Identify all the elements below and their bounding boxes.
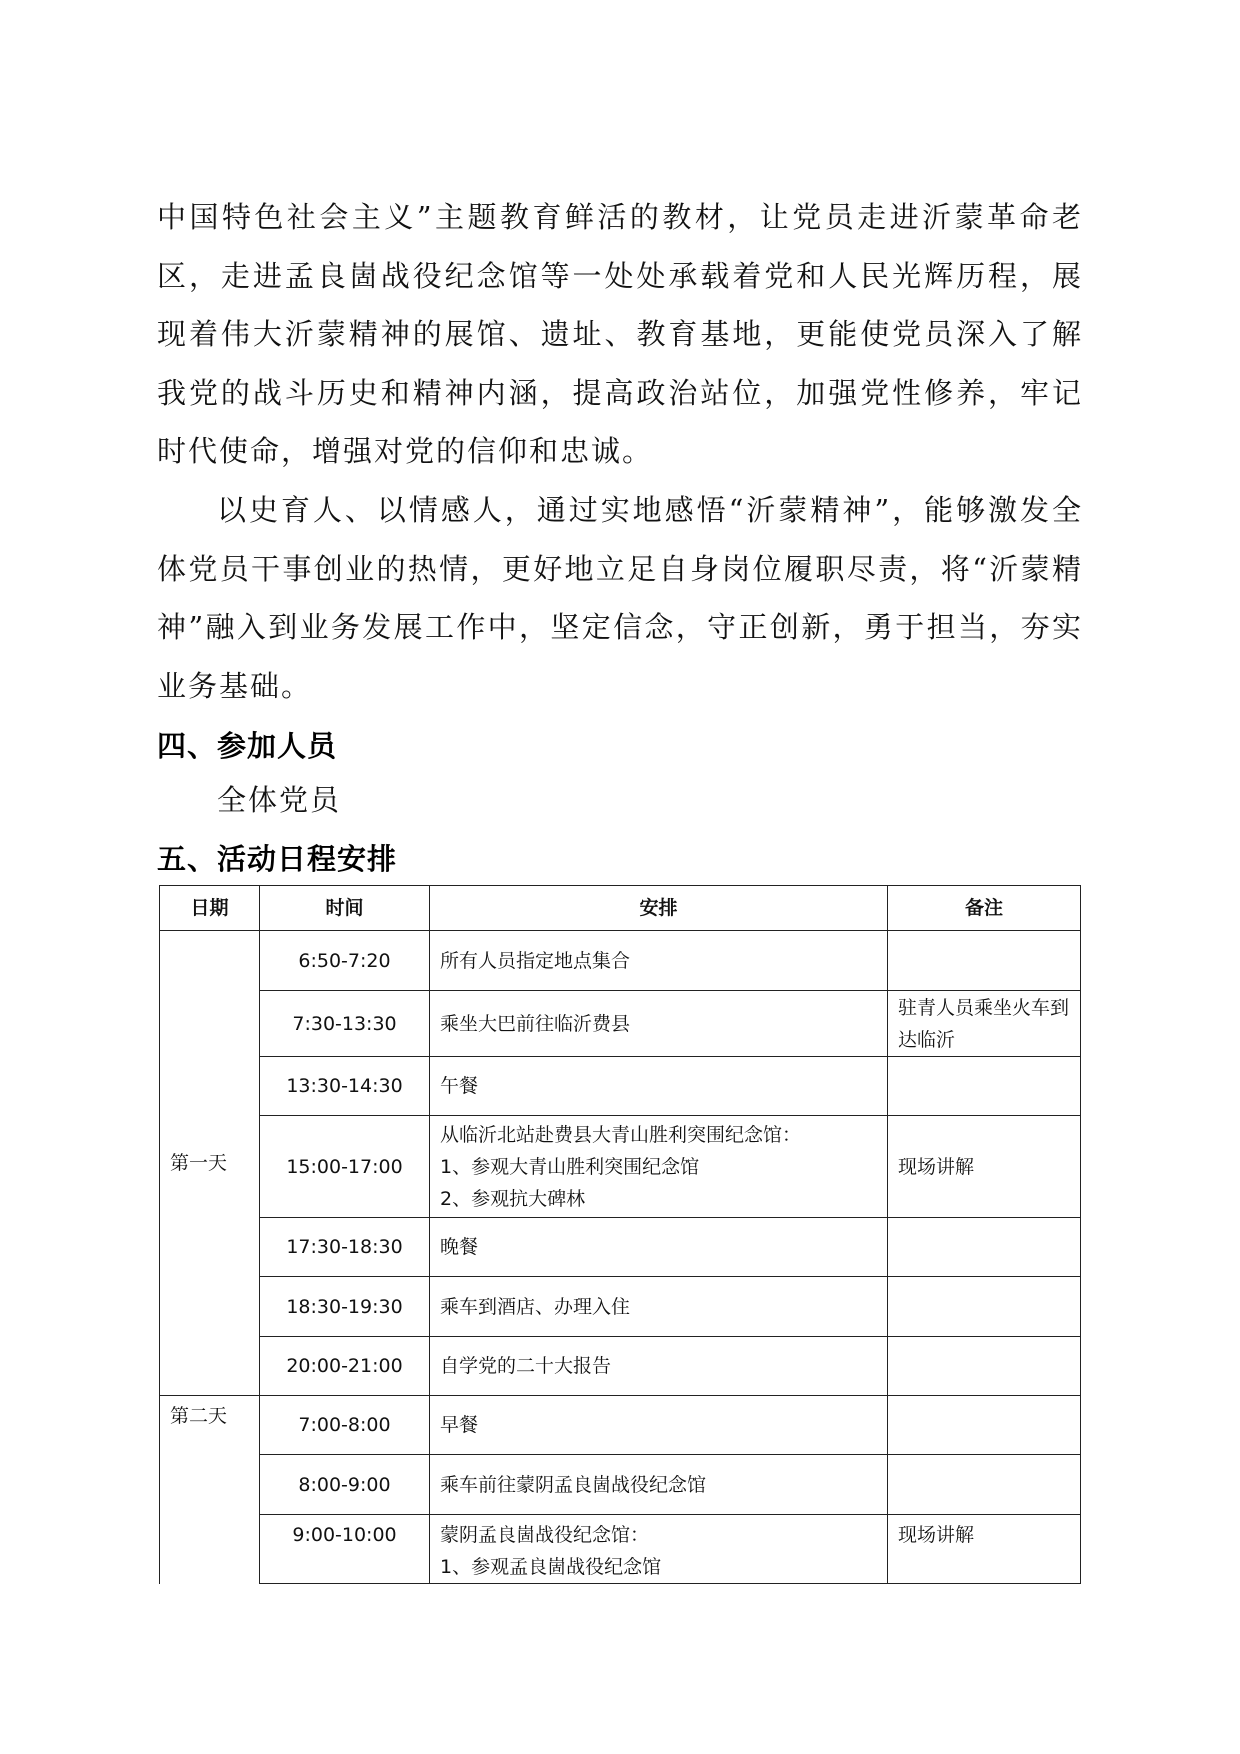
arrangement-cell: 所有人员指定地点集合: [430, 931, 888, 991]
table-row: [160, 1057, 1081, 1116]
time-cell: 17:30-18:30: [260, 1218, 430, 1277]
arrangement-cell: [430, 1515, 888, 1584]
arrangement-line: 1、参观孟良崮战役纪念馆: [440, 1556, 662, 1578]
time-cell: 6:50-7:20: [260, 931, 430, 991]
note-cell: [888, 1218, 1081, 1277]
note-cell: 现场讲解: [888, 1116, 1081, 1218]
note-cell: [888, 1337, 1081, 1396]
body-paragraph: [157, 481, 1083, 715]
table-row: [160, 1116, 1081, 1218]
time-cell: 7:30-13:30: [260, 991, 430, 1057]
paragraph-text: 以史育人、以情感人，通过实地感悟“沂蒙精神”，能够激发全体党员干事创业的热情，更好地立足自身岗位履职尽责，将“沂蒙精神”融入到业务发展工作中，坚定信念，守正创新，勇于担当，夯实业务基础。: [157, 493, 1083, 703]
arrangement-cell: 乘车到酒店、办理入住: [430, 1277, 888, 1337]
note-cell: [888, 1455, 1081, 1515]
table-row: [160, 1396, 1081, 1455]
arrangement-line: 1、参观大青山胜利突围纪念馆: [440, 1155, 700, 1178]
arrangement-cell: 乘坐大巴前往临沂费县: [430, 991, 888, 1057]
column-header: 备注: [888, 886, 1081, 931]
participants-text: 全体党员: [217, 783, 342, 817]
table-row: [160, 931, 1081, 991]
table-row: [160, 991, 1081, 1057]
body-paragraph: 中国特色社会主义”主题教育鲜活的教材，让党员走进沂蒙革命老区，走进孟良崮战役纪念馆等一处处承载着党和人民光辉历程，展现着伟大沂蒙精神的展馆、遗址、教育基地，更能使党员深入了解我党的战斗历史和精神内涵，提高政治站位，加强党性修养，牢记时代使命，增强对党的信仰和忠诚。: [157, 200, 1083, 469]
note-cell: [888, 1277, 1081, 1337]
arrangement-cell: [430, 1116, 888, 1218]
time-cell: 9:00-10:00: [260, 1515, 430, 1584]
section-heading: 五、活动日程安排: [157, 842, 398, 876]
arrangement-cell: 乘车前往蒙阴孟良崮战役纪念馆: [430, 1455, 888, 1515]
section-heading: 四、参加人员: [157, 729, 338, 763]
column-header: 时间: [260, 886, 430, 931]
note-cell: [888, 1396, 1081, 1455]
table-row: [160, 1218, 1081, 1277]
time-cell: 20:00-21:00: [260, 1337, 430, 1396]
arrangement-cell: 自学党的二十大报告: [430, 1337, 888, 1396]
time-cell: 7:00-8:00: [260, 1396, 430, 1455]
time-cell: 8:00-9:00: [260, 1455, 430, 1515]
column-header: 日期: [160, 886, 260, 931]
time-cell: 18:30-19:30: [260, 1277, 430, 1337]
table-row: [160, 1515, 1081, 1584]
note-cell: [888, 931, 1081, 991]
arrangement-cell: 晚餐: [430, 1218, 888, 1277]
table-row: [160, 1455, 1081, 1515]
arrangement-line: 从临沂北站赴费县大青山胜利突围纪念馆：: [440, 1123, 802, 1146]
note-cell: 驻青人员乘坐火车到达临沂: [888, 991, 1081, 1057]
table-header-row: [160, 886, 1081, 931]
arrangement-cell: 午餐: [430, 1057, 888, 1116]
column-header: 安排: [430, 886, 888, 931]
arrangement-cell: 早餐: [430, 1396, 888, 1455]
arrangement-line: 蒙阴孟良崮战役纪念馆：: [440, 1524, 650, 1546]
table-row: [160, 1337, 1081, 1396]
note-cell: 现场讲解: [888, 1515, 1081, 1584]
schedule-table: [159, 885, 1081, 1584]
time-cell: 13:30-14:30: [260, 1057, 430, 1116]
note-cell: [888, 1057, 1081, 1116]
time-cell: 15:00-17:00: [260, 1116, 430, 1218]
arrangement-line: 2、参观抗大碑林: [440, 1187, 586, 1210]
date-cell: 第一天: [160, 931, 260, 1396]
date-cell: 第二天: [160, 1396, 260, 1584]
table-row: [160, 1277, 1081, 1337]
